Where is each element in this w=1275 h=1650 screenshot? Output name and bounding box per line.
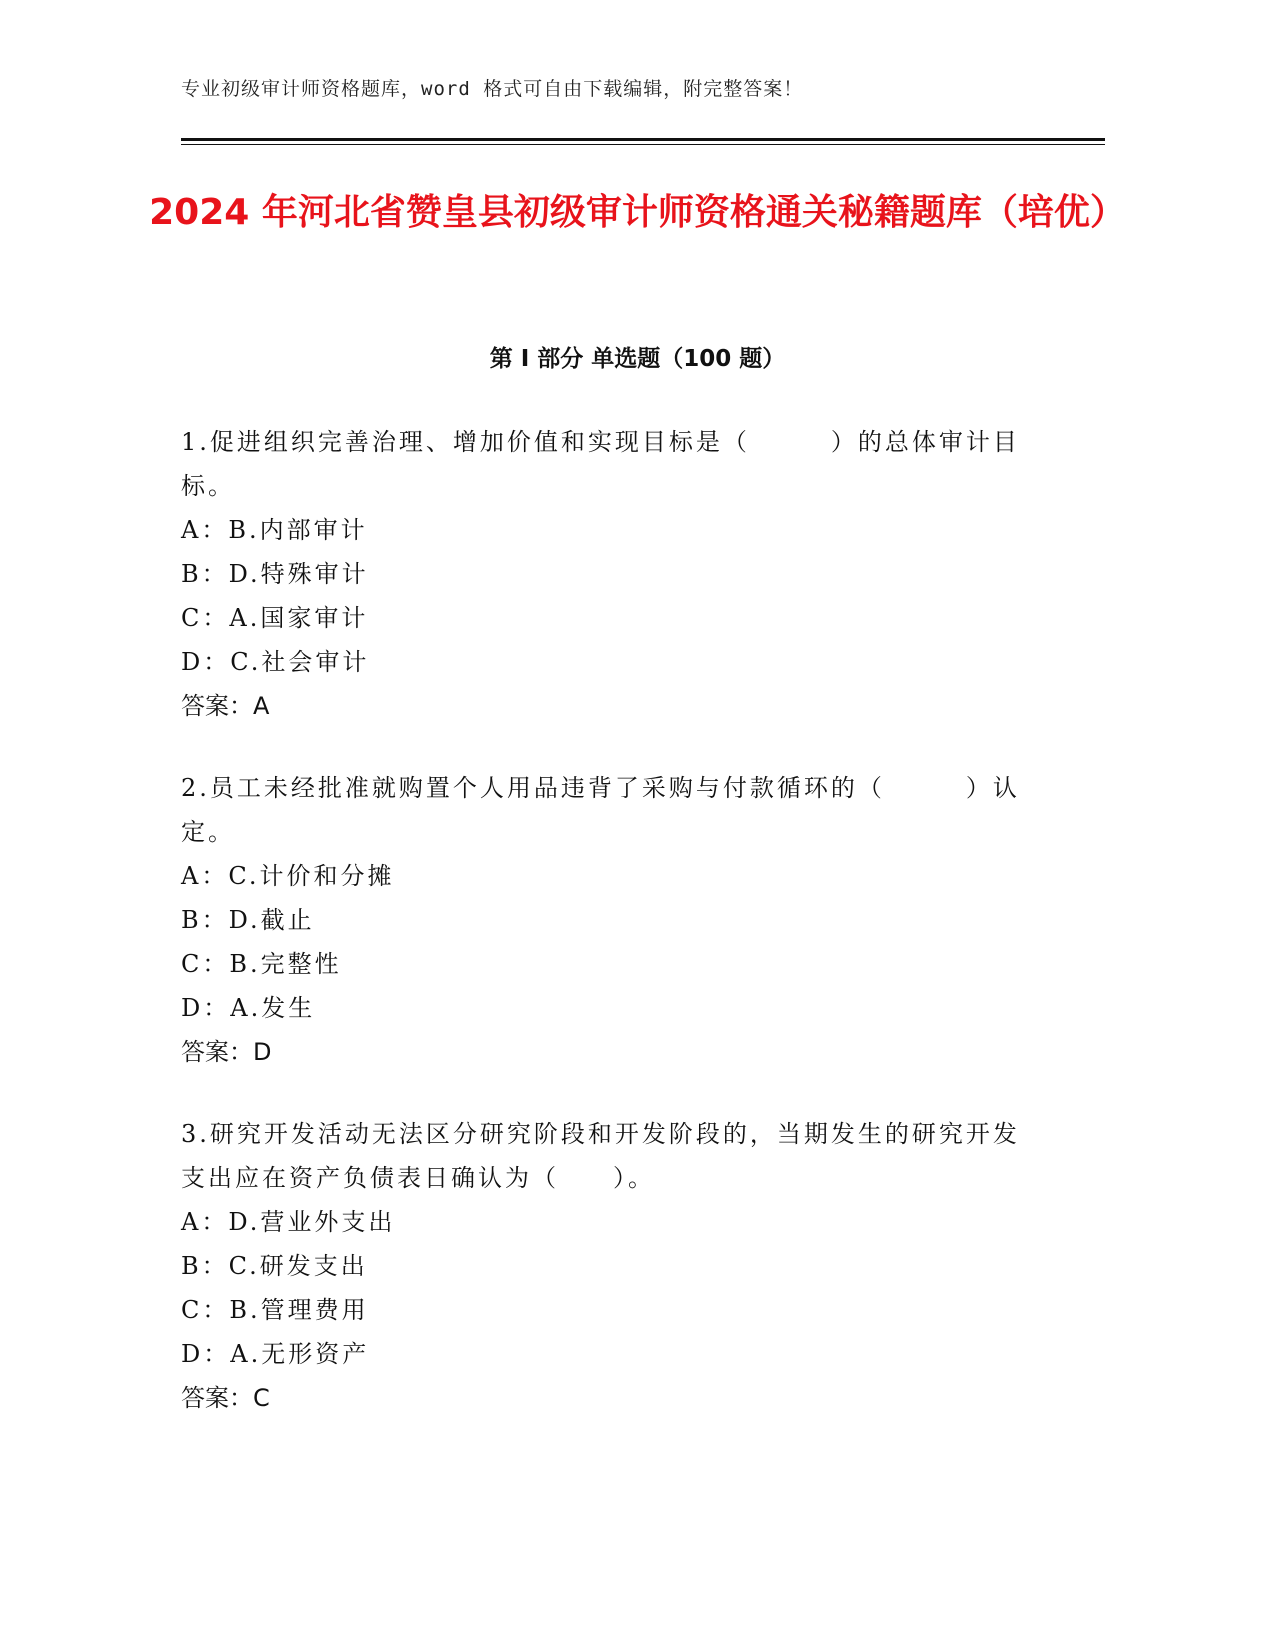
question-2: [181, 766, 1031, 1074]
option-a: A：C.计价和分摊: [181, 862, 395, 890]
option-b: B：D.截止: [181, 906, 315, 934]
header-rule-thin: [181, 144, 1105, 145]
option-a: A：B.内部审计: [181, 516, 368, 544]
question-1: [181, 420, 1031, 728]
answer: 答案：D: [181, 1038, 272, 1066]
option-c: C：A.国家审计: [181, 604, 369, 632]
document-title: 2024 年河北省赞皇县初级审计师资格通关秘籍题库（培优）: [149, 192, 1126, 233]
question-3: [181, 1112, 1031, 1420]
section-title: 第 I 部分 单选题（100 题）: [489, 346, 786, 372]
answer: 答案：A: [181, 692, 270, 720]
option-b: B：C.研发支出: [181, 1252, 368, 1280]
answer: 答案：C: [181, 1384, 270, 1412]
option-d: D：A.无形资产: [181, 1340, 370, 1368]
question-list: [181, 420, 1031, 1458]
option-c: C：B.完整性: [181, 950, 342, 978]
header-rule-thick: [181, 138, 1105, 141]
question-stem: 3.研究开发活动无法区分研究阶段和开发阶段的，当期发生的研究开发支出应在资产负债表日确认为（ ）。: [181, 1120, 1020, 1192]
option-a: A：D.营业外支出: [181, 1208, 396, 1236]
option-d: D：C.社会审计: [181, 648, 370, 676]
question-stem: 2.员工未经批准就购置个人用品违背了采购与付款循环的（ ）认定。: [181, 774, 1020, 846]
header-note: 专业初级审计师资格题库，word 格式可自由下载编辑，附完整答案！: [181, 78, 804, 100]
option-c: C：B.管理费用: [181, 1296, 369, 1324]
option-d: D：A.发生: [181, 994, 316, 1022]
question-stem: 1.促进组织完善治理、增加价值和实现目标是（ ）的总体审计目标。: [181, 428, 1020, 500]
option-b: B：D.特殊审计: [181, 560, 369, 588]
